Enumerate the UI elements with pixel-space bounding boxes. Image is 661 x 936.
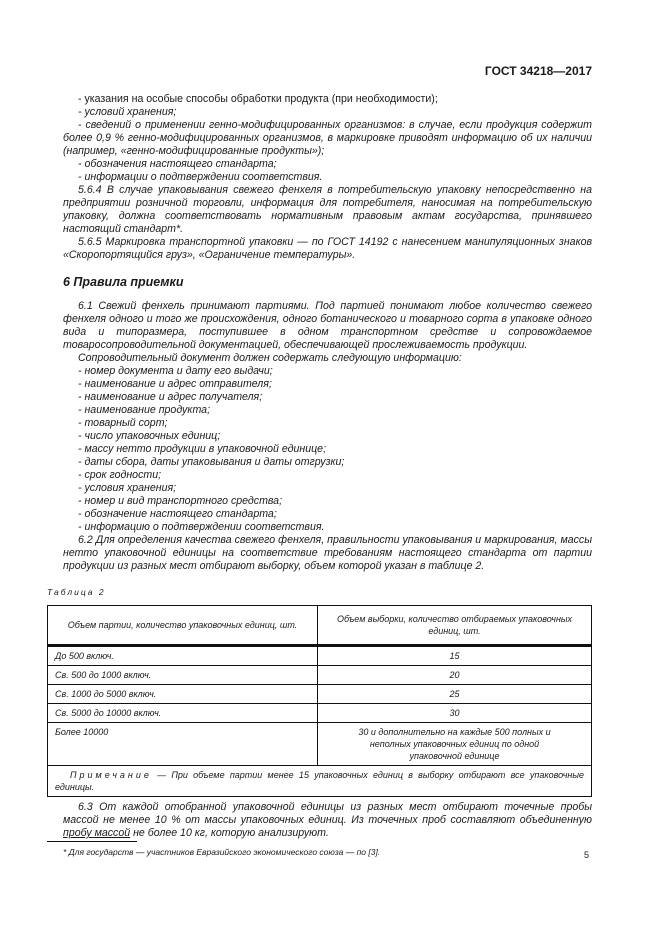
paragraph: - обозначения настоящего стандарта; [78, 158, 277, 170]
sample-size-table [47, 605, 592, 797]
paragraph: - сведений о применении генно-модифицированных организмов: в случае, если продукция содержит более 0,9 % генно-модифицированных организмов, в маркировке приводят информацию об их наличии (например, «генно-модифицированные продукты»); [63, 119, 592, 157]
paragraph-6-3-text: 6.3 От каждой отобранной упаковочной единицы из разных мест отбирают точечные пробы массой не менее 10 % от массы упаковочных единиц. Из точечных проб составляют объединенную [63, 801, 592, 826]
paragraph: 5.6.4 В случае упаковывания свежего фенхеля в потребительскую упаковку непосредственно на предприятии розничной торговли, информация для потребителя, наносимая на потребительскую упаковку, должна соответствовать нормативным правовым актам государства, принявшего настоящий стандарт*. [63, 184, 592, 235]
paragraph: - обозначение настоящего стандарта; [78, 508, 277, 520]
paragraph: - условий хранения; [78, 106, 177, 118]
table-row [48, 666, 592, 685]
paragraph: - товарный сорт; [78, 417, 168, 429]
paragraph: - информации о подтверждении соответствия. [78, 171, 323, 183]
paragraph: - даты сбора, даты упаковывания и даты отгрузки; [78, 456, 345, 468]
page-content [47, 93, 592, 859]
table-header-sample-size: Объем выборки, количество отбираемых упаковочных единиц, шт. [318, 606, 592, 646]
document-header: ГОСТ 34218—2017 [484, 64, 592, 78]
note-label: Примечание [70, 770, 152, 780]
sample-size-cell: 20 [318, 666, 592, 685]
paragraph: 5.6.5 Маркировка транспортной упаковки — по ГОСТ 14192 с нанесением манипуляционных знаков «Скоропортящийся груз», «Ограничение температуры». [63, 236, 592, 261]
sample-size-cell: 25 [318, 685, 592, 704]
paragraph: - указания на особые способы обработки продукта (при необходимости); [78, 93, 438, 105]
section-title: 6 Правила приемки [63, 275, 184, 289]
section-6-text [63, 300, 592, 573]
paragraph: - наименование продукта; [78, 404, 211, 416]
lot-size-cell: Св. 5000 до 10000 включ. [48, 704, 318, 723]
paragraph: - наименование и адрес отправителя; [78, 378, 272, 390]
paragraph-6-3-underlined: пробу массой [63, 827, 131, 839]
table-note [48, 766, 592, 797]
footnote-separator [47, 841, 137, 842]
note-text: — При объеме партии менее 15 упаковочных единиц в выборку отбирают все упаковочные единицы. [55, 770, 584, 792]
paragraph: - наименование и адрес получателя; [78, 391, 263, 403]
paragraph-6-3 [63, 801, 592, 840]
lot-size-cell: Более 10000 [48, 723, 318, 766]
paragraph: 6.2 Для определения качества свежего фенхеля, правильности упаковывания и маркирования, массы нетто упаковочной единицы на соответствие требованиям настоящего стандарта от партии продукции из разных мест отбирают выборку, объем которой указан в таблице 2. [63, 534, 592, 572]
sample-size-cell: 30 [318, 704, 592, 723]
paragraph: - число упаковочных единиц; [78, 430, 221, 442]
sample-size-cell: 30 и дополнительно на каждые 500 полных и неполных упаковочных единиц по одной упаковочной единице [318, 723, 592, 766]
paragraph: - номер и вид транспортного средства; [78, 495, 283, 507]
paragraph: - массу нетто продукции в упаковочной единице; [78, 443, 327, 455]
lot-size-cell: Св. 500 до 1000 включ. [48, 666, 318, 685]
paragraph: - срок годности; [78, 469, 162, 481]
table-row [48, 685, 592, 704]
paragraph: 6.1 Свежий фенхель принимают партиями. Под партией понимают любое количество свежего фенхеля одного и того же происхождения, одного ботанического и товарного сорта в упаковке одного вида и типоразмера, поступившее в одном транспортном средстве и сопровождаемое товаросопроводительной документацией, обеспечивающей прослеживаемость продукции. [63, 300, 592, 351]
section-5-6-text [63, 93, 592, 262]
paragraph: - информацию о подтверждении соответствия. [78, 521, 325, 533]
table-header-lot-size: Объем партии, количество упаковочных единиц, шт. [48, 606, 318, 646]
table-caption: Таблица 2 [47, 587, 106, 597]
paragraph: - номер документа и дату его выдачи; [78, 365, 273, 377]
table-row [48, 704, 592, 723]
lot-size-cell: До 500 включ. [48, 646, 318, 666]
paragraph: Сопроводительный документ должен содержать следующую информацию: [78, 352, 462, 364]
footnote: * Для государств — участников Евразийского экономического союза — по [3]. [63, 847, 381, 857]
table-row [48, 723, 592, 766]
paragraph: - условия хранения; [78, 482, 177, 494]
lot-size-cell: Св. 1000 до 5000 включ. [48, 685, 318, 704]
paragraph-6-3-tail: не более 10 кг, которую анализируют. [130, 827, 329, 839]
page-number: 5 [583, 850, 589, 860]
sample-size-cell: 15 [318, 646, 592, 666]
table-row [48, 646, 592, 666]
